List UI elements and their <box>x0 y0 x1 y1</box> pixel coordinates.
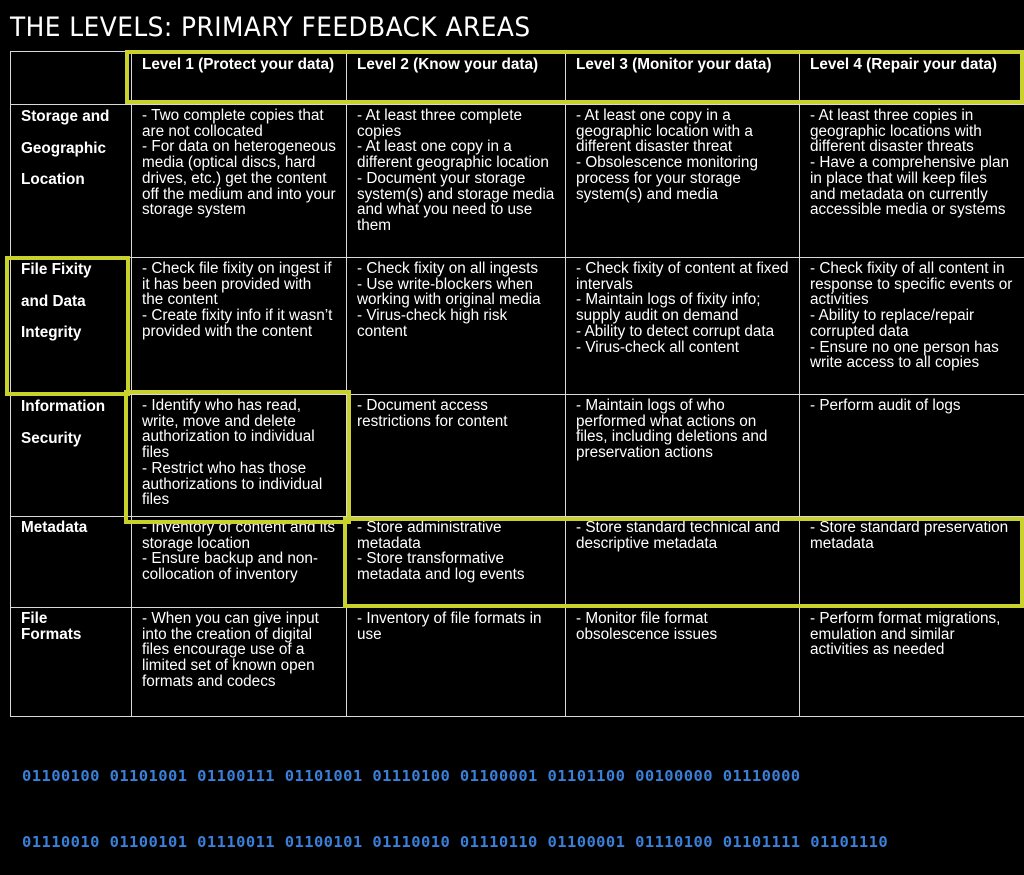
levels-table <box>10 51 1024 717</box>
header-row <box>11 52 1024 105</box>
cell-storage-level-4: - At least three copies in geographic locations with different disaster threats - Have a comprehensive plan in place that will keep files and metadata on currently accessible media or systems <box>800 105 1024 258</box>
page-title: THE LEVELS: PRIMARY FEEDBACK AREAS <box>10 12 531 43</box>
binary-line: 01110010 01100101 01110011 01100101 01110010 01110110 01100001 01110100 01101111 01101110 <box>22 831 888 853</box>
header-level-1: Level 1 (Protect your data) <box>132 52 347 105</box>
cell-metadata-level-3: - Store standard technical and descriptive metadata <box>566 517 800 608</box>
header-level-4: Level 4 (Repair your data) <box>800 52 1024 105</box>
row-label-fixity: File Fixity and Data Integrity <box>11 258 132 395</box>
cell-security-level-3: - Maintain logs of who performed what actions on files, including deletions and preservation actions <box>566 395 800 517</box>
header-level-2: Level 2 (Know your data) <box>347 52 566 105</box>
cell-fixity-level-2: - Check fixity on all ingests - Use write-blockers when working with original media - Virus-check high risk content <box>347 258 566 395</box>
cell-formats-level-3: - Monitor file format obsolescence issues <box>566 608 800 717</box>
table-row <box>11 395 1024 517</box>
row-label-storage: Storage and Geographic Location <box>11 105 132 258</box>
cell-formats-level-4: - Perform format migrations, emulation and similar activities as needed <box>800 608 1024 717</box>
cell-fixity-level-4: - Check fixity of all content in response to specific events or activities - Ability to replace/repair corrupted data - Ensure no one person has write access to all copies <box>800 258 1024 395</box>
header-corner <box>11 52 132 105</box>
table-row <box>11 608 1024 717</box>
cell-fixity-level-1: - Check file fixity on ingest if it has been provided with the content - Create fixity info if it wasn’t provided with the content <box>132 258 347 395</box>
cell-formats-level-1: - When you can give input into the creation of digital files encourage use of a limited set of known open formats and codecs <box>132 608 347 717</box>
row-label-metadata: Metadata <box>11 517 132 608</box>
table-row <box>11 105 1024 258</box>
cell-formats-level-2: - Inventory of file formats in use <box>347 608 566 717</box>
binary-line: 01100100 01101001 01100111 01101001 01110100 01100001 01101100 00100000 01110000 <box>22 765 888 787</box>
cell-storage-level-3: - At least one copy in a geographic location with a different disaster threat - Obsolescence monitoring process for your storage system(s) and media <box>566 105 800 258</box>
cell-security-level-1: - Identify who has read, write, move and delete authorization to individual files - Restrict who has those authorizations to individual files <box>132 395 347 517</box>
header-level-3: Level 3 (Monitor your data) <box>566 52 800 105</box>
binary-footer <box>22 721 888 875</box>
cell-storage-level-2: - At least three complete copies - At least one copy in a different geographic location - Document your storage system(s) and storage media and what you need to use them <box>347 105 566 258</box>
table-row <box>11 258 1024 395</box>
cell-security-level-4: - Perform audit of logs <box>800 395 1024 517</box>
row-label-security: Information Security <box>11 395 132 517</box>
cell-metadata-level-2: - Store administrative metadata - Store transformative metadata and log events <box>347 517 566 608</box>
table-row <box>11 517 1024 608</box>
row-label-formats: File Formats <box>11 608 132 717</box>
cell-metadata-level-4: - Store standard preservation metadata <box>800 517 1024 608</box>
cell-metadata-level-1: - Inventory of content and its storage location - Ensure backup and non-collocation of inventory <box>132 517 347 608</box>
cell-security-level-2: - Document access restrictions for content <box>347 395 566 517</box>
cell-storage-level-1: - Two complete copies that are not collocated - For data on heterogeneous media (optical discs, hard drives, etc.) get the content off the medium and into your storage system <box>132 105 347 258</box>
cell-fixity-level-3: - Check fixity of content at fixed intervals - Maintain logs of fixity info; supply audit on demand - Ability to detect corrupt data - Virus-check all content <box>566 258 800 395</box>
